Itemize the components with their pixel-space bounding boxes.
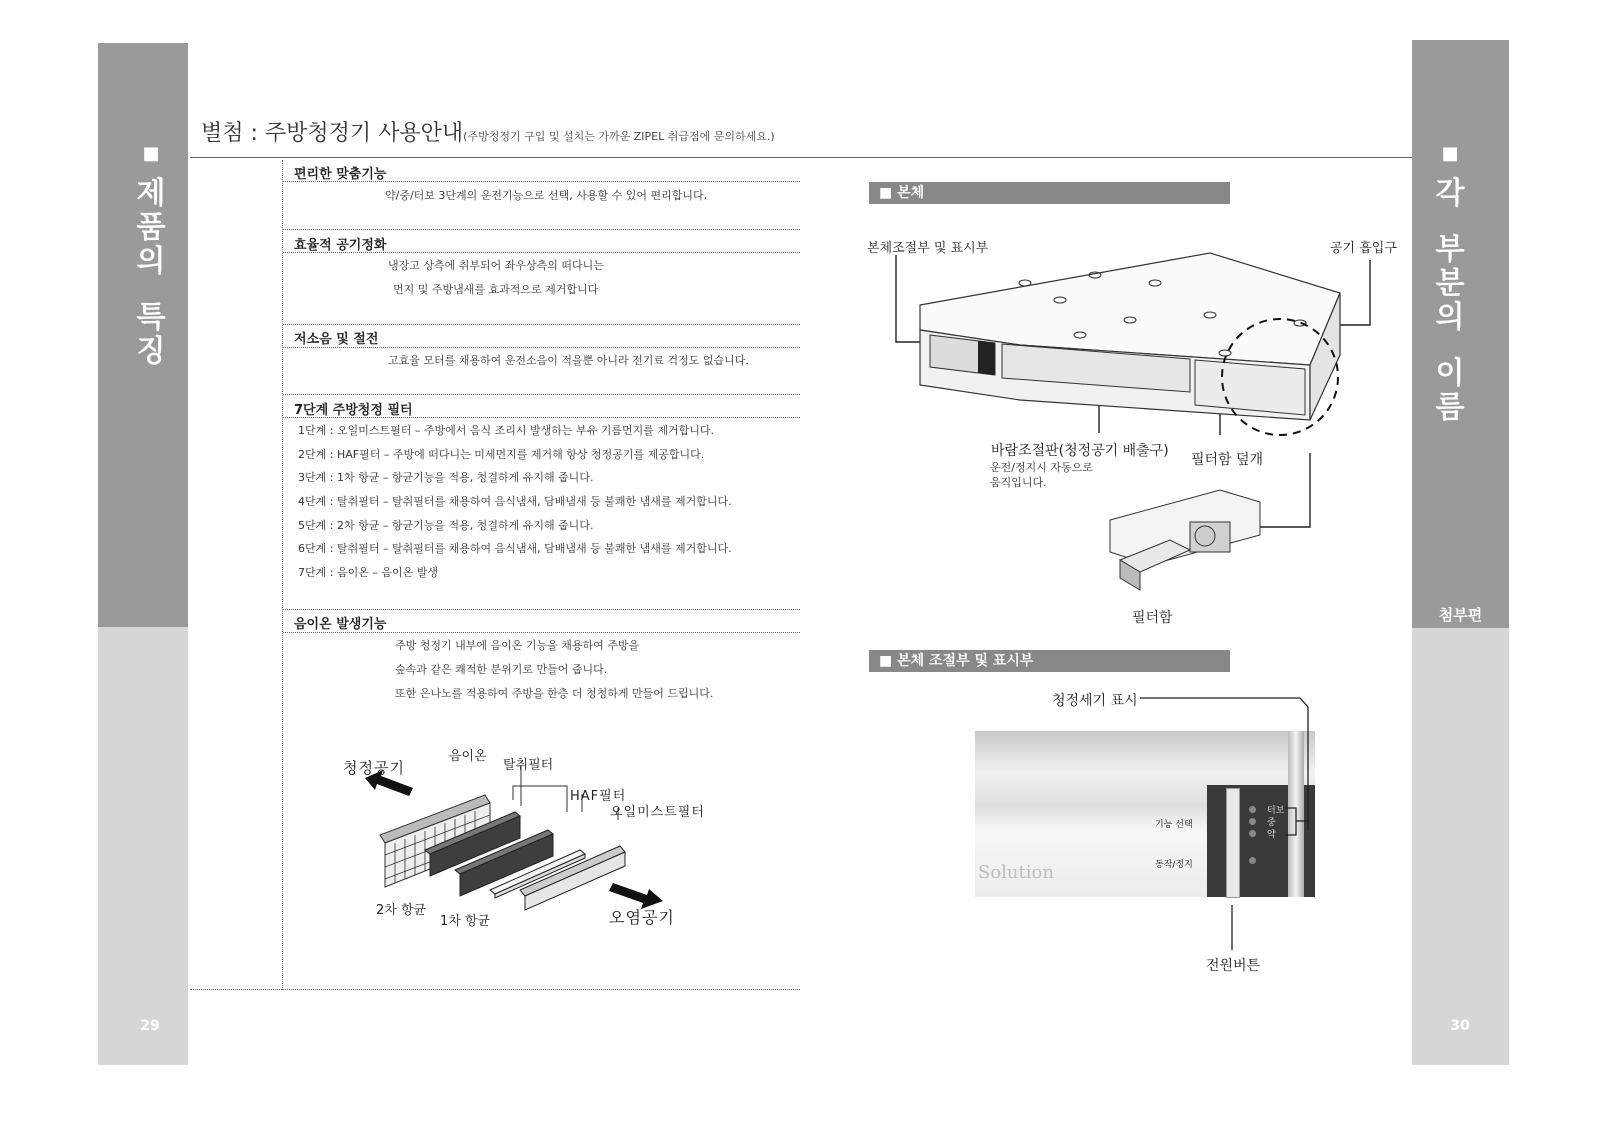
section-bar-body: ■ 본체: [869, 182, 1230, 204]
label-filter-cover: 필터함 덮개: [1191, 452, 1264, 468]
label-antibac-2: 2차 항균: [376, 903, 427, 918]
section-bar-control: ■ 본체 조절부 및 표시부: [869, 650, 1230, 672]
label-clean-air: 청정공기: [343, 759, 405, 777]
heading-rule: [283, 632, 800, 633]
level-medium: 중: [1267, 818, 1276, 828]
section-rule: [283, 324, 800, 325]
feature-heading: 음이온 발생기능: [294, 617, 387, 632]
feature-text: 냉장고 상측에 취부되어 좌우상측의 떠다니는: [388, 259, 604, 272]
feature-text: 고효율 모터를 채용하여 운전소음이 적을뿐 아니라 전기료 걱정도 없습니다.: [388, 354, 749, 367]
feature-text: 주방 청정기 내부에 음이온 기능을 채용하여 주방을: [395, 639, 640, 652]
unit-illustration: [880, 245, 1400, 615]
control-leader-lines: [1140, 695, 1340, 975]
filter-step: 2단계 : HAF필터 – 주방에 떠다니는 미세먼지를 제거해 항상 청정공기를 제공합니다.: [298, 448, 705, 461]
filter-step: 7단계 : 음이온 – 음이온 발생: [298, 566, 438, 579]
feature-text: 또한 은나노를 적용하여 주방을 한층 더 청청하게 만들어 드립니다.: [395, 687, 714, 700]
page-number-left: 29: [140, 1018, 160, 1034]
label-run-stop: 동작/정지: [1155, 860, 1193, 870]
left-tab-bottom: [98, 627, 188, 1065]
label-func-select: 기능 선택: [1155, 820, 1193, 830]
section-rule: [283, 229, 800, 230]
label-oil-mist: 오일미스트필터: [610, 805, 705, 820]
wind-plate-note: 운전/정지시 자동으로: [990, 461, 1093, 474]
filter-step: 1단계 : 오일미스트필터 – 주방에서 음식 조리시 발생하는 부유 기름먼지를 제거합니다.: [298, 424, 714, 437]
label-anion: 음이온: [449, 749, 487, 764]
feature-text: 먼지 및 주방냄새를 효과적으로 제거합니다: [393, 283, 599, 296]
feature-text: 약/중/터보 3단계의 운전기능으로 선택, 사용할 수 있어 편리합니다.: [385, 189, 708, 202]
heading-rule: [283, 347, 800, 348]
filter-step: 5단계 : 2차 항균 – 항균기능을 적용, 청결하게 유지해 줍니다.: [298, 519, 594, 532]
feature-heading: 7단계 주방청정 필터: [294, 403, 413, 418]
heading-rule: [283, 181, 800, 182]
left-tab-title: ■ 제 품 의 특 징: [136, 143, 166, 369]
brand-text: Solution: [978, 862, 1054, 883]
label-haf: HAF필터: [570, 789, 627, 804]
label-power-button: 전원버튼: [1206, 958, 1261, 974]
title-rule: [190, 157, 1412, 158]
label-filter-box: 필터함: [1132, 610, 1173, 626]
filter-step: 4단계 : 탈취필터 – 탈취필터를 채용하여 음식냄새, 담배냄새 등 불쾌한 냄새를 제거합니다.: [298, 495, 732, 508]
appendix-label: 첨부편: [1438, 606, 1483, 624]
bottom-rule: [190, 989, 800, 990]
page-number-right: 30: [1450, 1018, 1470, 1034]
feature-heading: 효율적 공기정화: [294, 238, 387, 253]
feature-text: 숲속과 같은 쾌적한 분위기로 만들어 줍니다.: [395, 663, 608, 676]
right-tab-bottom: [1412, 628, 1509, 1065]
label-air-inlet: 공기 흡입구: [1330, 241, 1397, 256]
right-tab-title: ■ 각 부 분 의 이 름: [1435, 143, 1465, 425]
level-turbo: 터보: [1267, 806, 1285, 816]
title-main: 별첨 : 주방청정기 사용안내: [201, 121, 464, 146]
feature-heading: 편리한 맞춤기능: [294, 167, 387, 182]
section-rule: [283, 609, 800, 610]
section-rule: [283, 394, 800, 395]
filter-step: 3단계 : 1차 항균 – 항균기능을 적용, 청결하게 유지해 줍니다.: [298, 471, 594, 484]
heading-rule: [283, 417, 800, 418]
label-polluted-air: 오염공기: [609, 908, 675, 927]
label-deodorize: 탈취필터: [503, 758, 554, 773]
feature-heading: 저소음 및 절전: [294, 332, 379, 347]
left-column-divider: [282, 160, 283, 990]
heading-rule: [283, 252, 800, 253]
label-strength: 청정세기 표시: [1052, 693, 1138, 709]
title-note: (주방청정기 구입 및 설치는 가까운 ZIPEL 취급점에 문의하세요.): [463, 130, 775, 143]
page-title: [201, 116, 775, 147]
label-control-display: 본체조절부 및 표시부: [867, 241, 989, 256]
level-low: 약: [1267, 830, 1276, 840]
wind-plate-note: 움직입니다.: [990, 476, 1047, 489]
label-antibac-1: 1차 항균: [440, 914, 491, 929]
label-wind-plate: 바람조절판(청정공기 배출구): [991, 443, 1169, 459]
filter-step: 6단계 : 탈취필터 – 탈취필터를 채용하여 음식냄새, 담배냄새 등 불쾌한 냄새를 제거합니다.: [298, 542, 732, 555]
